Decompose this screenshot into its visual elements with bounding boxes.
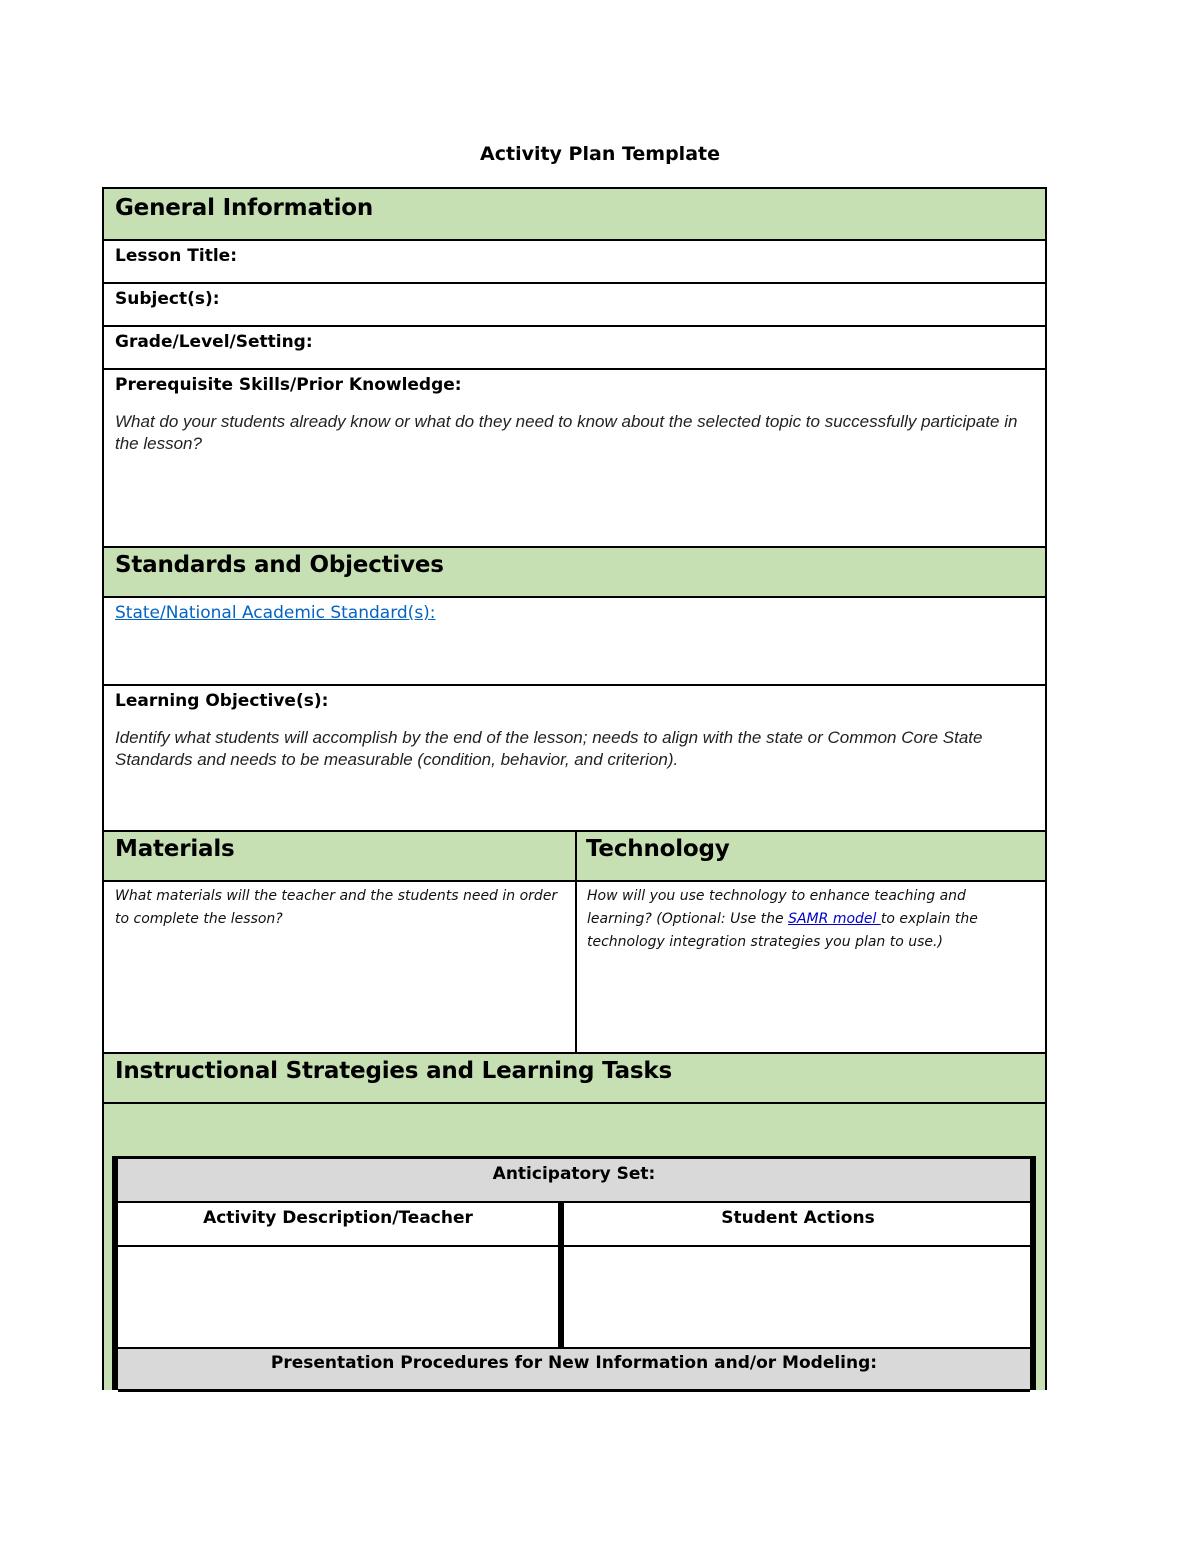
materials-hint: What materials will the teacher and the students need in order to complete the lesson? <box>115 888 558 927</box>
general-information-header <box>104 189 1045 239</box>
learning-objectives-field[interactable] <box>104 686 1045 830</box>
anticipatory-entry-row <box>118 1247 1030 1347</box>
academic-standards-field[interactable] <box>104 598 1045 684</box>
activity-description-cell[interactable] <box>118 1247 558 1347</box>
materials-heading: Materials <box>115 836 235 862</box>
anticipatory-set-row <box>118 1159 1030 1201</box>
lesson-sequence-table <box>112 1156 1036 1390</box>
activity-plan-form <box>102 187 1047 1390</box>
standards-objectives-heading: Standards and Objectives <box>115 552 444 578</box>
student-actions-header: Student Actions <box>721 1208 875 1228</box>
column-headers-row <box>118 1203 1030 1245</box>
presentation-procedures-row <box>118 1349 1030 1389</box>
lesson-title-label: Lesson Title: <box>115 246 238 266</box>
technology-field[interactable] <box>576 882 1045 1052</box>
samr-model-link[interactable]: SAMR model <box>788 911 881 927</box>
instructional-strategies-header <box>104 1054 1045 1102</box>
learning-objectives-label: Learning Objective(s): <box>115 691 329 711</box>
prerequisite-skills-field[interactable] <box>104 370 1045 546</box>
presentation-procedures-heading: Presentation Procedures for New Information and/or Modeling: <box>270 1353 878 1373</box>
anticipatory-set-heading: Anticipatory Set: <box>492 1164 656 1184</box>
subjects-label: Subject(s): <box>115 289 220 309</box>
standards-objectives-header <box>104 548 1045 596</box>
learning-objectives-hint: Identify what students will accomplish by the end of the lesson; needs to align with the state or Common Core State Standards and needs to be measurable (condition, behavior, and criterion). <box>115 728 983 769</box>
inner-column-divider <box>558 1203 564 1347</box>
materials-field[interactable] <box>104 882 575 1052</box>
grade-level-setting-field[interactable] <box>104 327 1045 368</box>
lesson-title-field[interactable] <box>104 241 1045 282</box>
activity-description-header: Activity Description/Teacher <box>203 1208 473 1228</box>
prerequisite-skills-hint: What do your students already know or what do they need to know about the selected topic to successfully participate in the lesson? <box>115 412 1018 453</box>
subjects-field[interactable] <box>104 284 1045 325</box>
technology-heading: Technology <box>586 836 730 862</box>
prerequisite-skills-label: Prerequisite Skills/Prior Knowledge: <box>115 375 462 395</box>
academic-standards-link[interactable]: State/National Academic Standard(s): <box>115 603 436 623</box>
instructional-strategies-heading: Instructional Strategies and Learning Tasks <box>115 1058 673 1084</box>
student-actions-cell[interactable] <box>566 1247 1030 1347</box>
grade-level-setting-label: Grade/Level/Setting: <box>115 332 313 352</box>
general-information-heading: General Information <box>115 195 374 221</box>
technology-hint: How will you use technology to enhance teaching and learning? (Optional: Use the SAMR model to explain the technology integration strategies you plan to use.) <box>587 888 978 950</box>
document-title: Activity Plan Template <box>480 143 720 165</box>
column-divider <box>575 830 577 1052</box>
